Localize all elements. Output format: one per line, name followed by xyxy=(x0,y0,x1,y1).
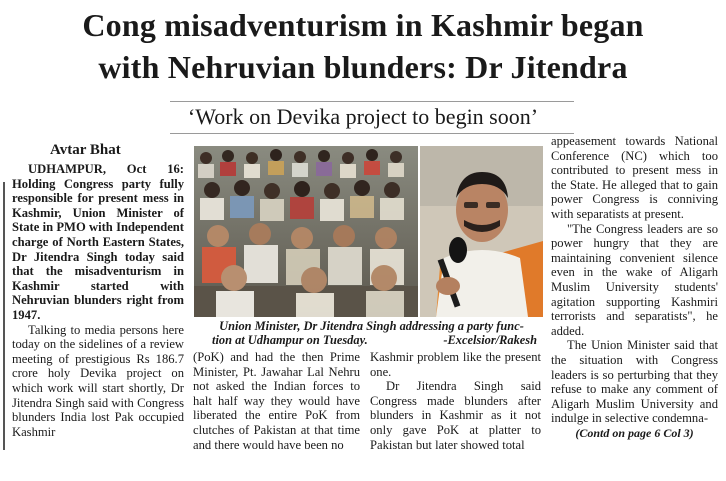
headline-line-2: with Nehruvian blunders: Dr Jitendra xyxy=(98,49,628,85)
byline: Avtar Bhat xyxy=(50,142,121,158)
caption-line-2 xyxy=(200,333,543,347)
paragraph: appeasement towards National Conference (NC) which too contributed to present mess in the State. He alleged that to gain power Congress is conniving with separatists at present. xyxy=(551,134,718,221)
paragraph: The Union Minister said that the situation with Congress leaders is so perturbing that they refuse to make any comment of Aligarh Muslim University and indulge in selective condemna- xyxy=(551,338,718,426)
audience-photo-image xyxy=(194,146,418,317)
lead-text: Holding Congress party fully responsible for present mess in Kashmir, Union Minister of State in PMO with Independent charge of North Eastern States, Dr Jitendra Singh today said that the misadventurism in Kashmir started with Nehruvian blunders right from 1947. xyxy=(12,176,184,322)
caption-line-1: Union Minister, Dr Jitendra Singh addressing a party func- xyxy=(219,319,524,333)
paragraph: Kashmir problem like the present one. xyxy=(370,350,541,379)
photo-credit: -Excelsior/Rakesh xyxy=(443,333,537,347)
article-column-1 xyxy=(12,162,184,439)
subhead-rule-bottom xyxy=(170,133,574,134)
article-column-2 xyxy=(193,350,360,452)
column-side-bar xyxy=(3,182,5,450)
lead-paragraph xyxy=(12,162,184,323)
paragraph: (PoK) and had the then Prime Minister, Pt. Jawahar Lal Nehru not asked the Indian forces to halt half way they would have liberated the entire PoK from clutches of Pakistan at that time and there would have been no xyxy=(193,350,360,452)
article-column-4 xyxy=(551,134,718,440)
minister-photo-image xyxy=(420,146,543,317)
subheadline: ‘Work on Devika project to begin soon’ xyxy=(187,104,539,129)
subhead-rule-top xyxy=(170,101,574,102)
photo-minister xyxy=(420,146,543,317)
caption-text: tion at Udhampur on Tuesday. xyxy=(212,333,368,347)
photo-audience xyxy=(194,146,418,317)
paragraph: "The Congress leaders are so power hungry that they are maintaining convenient silence even in the wake of Aligarh Muslim University students' agitation supporting Kashmiri terrorists and separatists", he added. xyxy=(551,221,718,338)
photo-caption xyxy=(200,319,543,347)
paragraph: Dr Jitendra Singh said Congress made blunders after blunders in Kashmir as it not only gave PoK at platter to Pakistan but later showed total xyxy=(370,379,541,452)
headline-line-1: Cong misadventurism in Kashmir began xyxy=(82,7,644,43)
paragraph: Talking to media persons here today on the sidelines of a review meeting of prestigious Rs 186.7 crore holy Devika project on which work will start shortly, Dr Jitendra Singh said with Congress blunders India lost Pak occupied Kashmir xyxy=(12,322,184,439)
continued-note: (Contd on page 6 Col 3) xyxy=(575,425,694,440)
article-column-3 xyxy=(370,350,541,452)
dateline: UDHAMPUR, Oct 16: xyxy=(28,162,184,176)
